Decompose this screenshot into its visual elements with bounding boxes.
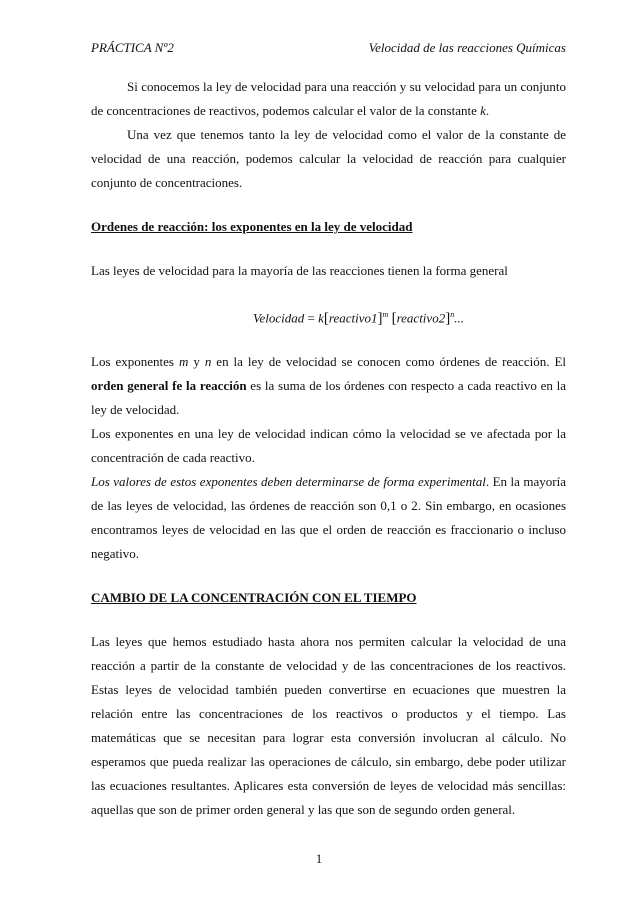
section2-paragraph-1: Las leyes que hemos estudiado hasta ahora nos permiten calcular la velocidad de una reacción a partir de la constante de velocidad y de las concentraciones de los reactivos. Estas leyes de velocidad también pueden convertirse en ecuaciones que muestren la relación entre las concentraciones de los reactivos o productos y el tiempo. Las matemáticas que se necesitan para lograr esta conversión involucran al cálculo. No esperamos que pueda realizar las operaciones de cálculo, sin embargo, debe poder utilizar las ecuaciones resultantes. Aplicares esta conversión de leyes de velocidad más sencillas: aquellas que son de primer orden general y las que son de segundo orden general. <box>91 634 566 818</box>
header-right: Velocidad de las reacciones Químicas <box>368 40 566 55</box>
page-number: 1 <box>315 851 323 866</box>
section-heading-concentration: CAMBIO DE LA CONCENTRACIÓN CON EL TIEMPO <box>91 590 417 606</box>
document-body <box>91 75 566 822</box>
section1-intro: Las leyes de velocidad para la mayoría de las reacciones tienen la forma general <box>91 263 508 278</box>
intro-paragraph-1: Si conocemos la ley de velocidad para una reacción y su velocidad para un conjunto de concentraciones de reactivos, podemos calcular el valor de la constante k. <box>91 79 566 118</box>
section-heading-orders: Ordenes de reacción: los exponentes en la ley de velocidad <box>91 219 413 234</box>
section1-paragraph-1: Los exponentes m y n en la ley de velocidad se conocen como órdenes de reacción. El orden general fe la reacción es la suma de los órdenes con respecto a cada reactivo en la ley de velocidad. <box>91 354 566 418</box>
section1-paragraph-2: Los exponentes en una ley de velocidad indican cómo la velocidad se ve afectada por la concentración de cada reactivo. <box>91 426 566 466</box>
section1-paragraph-3: Los valores de estos exponentes deben determinarse de forma experimental. En la mayoría de las leyes de velocidad, las órdenes de reacción son 0,1 o 2. Sin embargo, en ocasiones encontramos leyes de velocidad en las que el orden de reacción es fraccionario o incluso negativo. <box>91 474 566 562</box>
header-left: PRÁCTICA Nº2 <box>91 40 174 55</box>
intro-paragraph-2: Una vez que tenemos tanto la ley de velocidad como el valor de la constante de velocidad de una reacción, podemos calcular la velocidad de reacción para cualquier conjunto de concentraciones. <box>91 127 566 190</box>
rate-law-formula: Velocidad = k[reactivo1]$^m$ [reactivo2]$^n$... <box>253 310 464 327</box>
